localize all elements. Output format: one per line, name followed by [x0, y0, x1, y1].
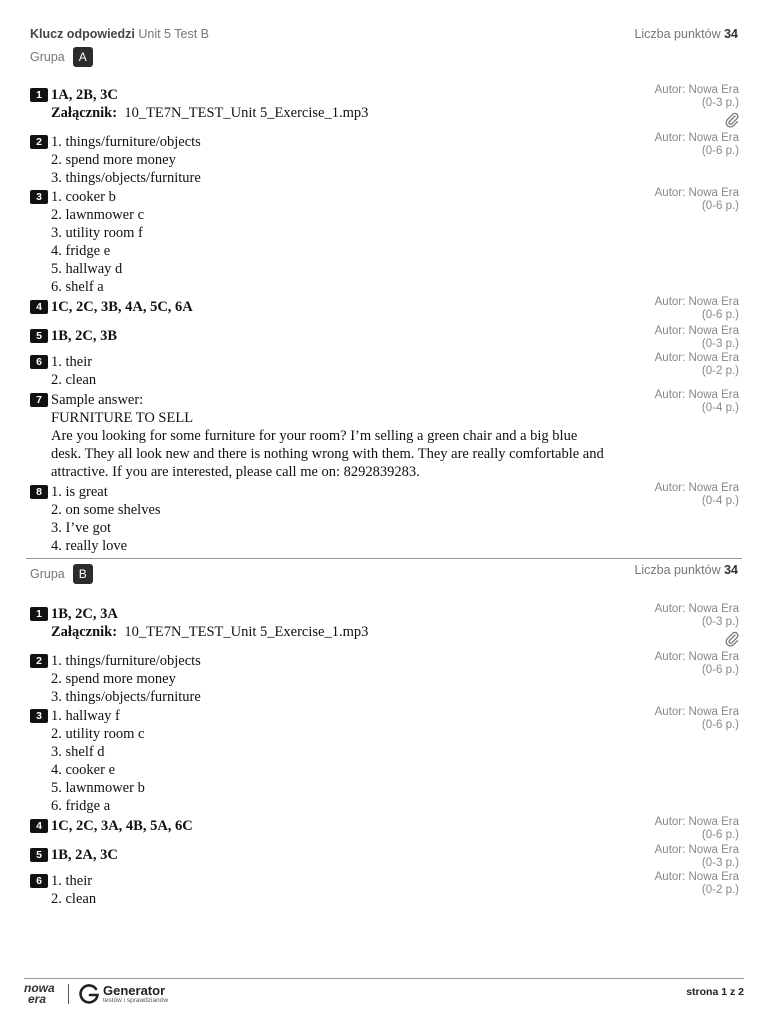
author: Autor: Nowa Era — [654, 603, 739, 615]
document-header — [30, 27, 738, 45]
group-b-header — [30, 564, 93, 584]
answer-line: 1. their — [51, 354, 93, 370]
answer-line: 4. cooker e — [51, 762, 116, 778]
question-number: 4 — [30, 300, 48, 314]
question-b1-meta — [655, 603, 739, 647]
answer-line: 1. things/furniture/objects — [51, 653, 201, 669]
question-b5 — [30, 846, 630, 864]
answer-line: 1B, 2C, 3A — [51, 606, 118, 622]
points-range: (0-2 p.) — [701, 365, 739, 377]
author: Autor: Nowa Era — [654, 296, 739, 308]
question-number: 4 — [30, 819, 48, 833]
points-range: (0-3 p.) — [701, 616, 739, 628]
attachment-label: Załącznik: — [51, 105, 118, 121]
points-value: 34 — [724, 563, 738, 577]
question-a4-meta — [655, 296, 739, 322]
question-a8-meta — [655, 482, 739, 508]
answer-line: 6. shelf a — [51, 279, 104, 295]
answer-line: 2. spend more money — [51, 152, 176, 168]
question-a6 — [30, 353, 630, 389]
author: Autor: Nowa Era — [654, 132, 739, 144]
question-a5-meta — [655, 325, 739, 351]
generator-g-icon — [78, 983, 100, 1005]
total-points — [634, 27, 738, 41]
question-number: 5 — [30, 848, 48, 862]
group-badge: A — [73, 47, 93, 67]
attachment-file[interactable]: 10_TE7N_TEST_Unit 5_Exercise_1.mp3 — [124, 105, 369, 121]
points-range: (0-3 p.) — [701, 97, 739, 109]
question-a7-meta — [655, 389, 739, 415]
answer-line: 1B, 2A, 3C — [51, 847, 118, 863]
answer-line: 4. fridge e — [51, 243, 111, 259]
answer-line: 1. cooker b — [51, 189, 116, 205]
generator-name: Generator — [103, 982, 166, 998]
points-range: (0-6 p.) — [701, 664, 739, 676]
answer-line: 3. shelf d — [51, 744, 105, 760]
answer-line: 2. spend more money — [51, 671, 176, 687]
question-b3 — [30, 707, 630, 815]
question-b2 — [30, 652, 630, 706]
answer-line: 2. lawnmower c — [51, 207, 145, 223]
document-title-bold: Klucz odpowiedzi — [30, 27, 135, 41]
answer-line: 2. on some shelves — [51, 502, 161, 518]
author: Autor: Nowa Era — [654, 706, 739, 718]
question-number: 6 — [30, 355, 48, 369]
points-range: (0-2 p.) — [701, 884, 739, 896]
logo-separator — [68, 984, 69, 1004]
attachment-line — [51, 104, 630, 122]
question-number: 2 — [30, 135, 48, 149]
points-label: Liczba punktów — [634, 563, 721, 577]
answer-line: 1. is great — [51, 484, 108, 500]
points-range: (0-6 p.) — [701, 145, 739, 157]
answer-line: 6. fridge a — [51, 798, 111, 814]
question-number: 2 — [30, 654, 48, 668]
points-range: (0-6 p.) — [701, 719, 739, 731]
group-a-header — [30, 47, 93, 67]
question-b4-meta — [655, 816, 739, 842]
author: Autor: Nowa Era — [654, 325, 739, 337]
question-a5 — [30, 327, 630, 345]
points-range: (0-3 p.) — [701, 857, 739, 869]
answer-line: 3. things/objects/furniture — [51, 689, 201, 705]
question-number: 8 — [30, 485, 48, 499]
question-a7 — [30, 391, 630, 481]
question-number: 5 — [30, 329, 48, 343]
author: Autor: Nowa Era — [654, 871, 739, 883]
answer-line: 2. utility room c — [51, 726, 145, 742]
generator-logo — [78, 981, 168, 1007]
answer-line: 1C, 2C, 3B, 4A, 5C, 6A — [51, 299, 193, 315]
author: Autor: Nowa Era — [654, 84, 739, 96]
question-a2 — [30, 133, 630, 187]
question-number: 3 — [30, 709, 48, 723]
question-number: 7 — [30, 393, 48, 407]
total-points-value: 34 — [724, 27, 738, 41]
answer-line: 5. hallway d — [51, 261, 123, 277]
question-number: 1 — [30, 607, 48, 621]
question-a6-meta — [655, 352, 739, 378]
answer-line: 1. their — [51, 873, 93, 889]
question-b5-meta — [655, 844, 739, 870]
question-a2-meta — [655, 132, 739, 158]
answer-line: 3. utility room f — [51, 225, 143, 241]
footer-divider — [24, 978, 744, 979]
attachment-line — [51, 623, 630, 641]
nowa-era-logo — [24, 983, 62, 1009]
answer-line: 1A, 2B, 3C — [51, 87, 118, 103]
author: Autor: Nowa Era — [654, 352, 739, 364]
answer-line: 4. really love — [51, 538, 128, 554]
answer-line: 2. clean — [51, 372, 97, 388]
points-range: (0-4 p.) — [701, 402, 739, 414]
points-range: (0-6 p.) — [701, 309, 739, 321]
logo-text-nowa: nowa — [24, 981, 55, 995]
question-number: 1 — [30, 88, 48, 102]
answer-paragraph: Are you looking for some furniture for your room? I’m selling a green chair and a big blue desk. They all look new and there is nothing wrong with them. They are really comfortable and attractive. If you are interested, please call me on: 8292839283. — [51, 428, 604, 480]
answer-line: 1. hallway f — [51, 708, 120, 724]
answer-line: 1. things/furniture/objects — [51, 134, 201, 150]
answer-line: FURNITURE TO SELL — [51, 410, 194, 426]
author: Autor: Nowa Era — [654, 816, 739, 828]
author: Autor: Nowa Era — [654, 651, 739, 663]
generator-subtitle: testów i sprawdzianów — [103, 996, 169, 1004]
group-divider — [26, 558, 742, 559]
author: Autor: Nowa Era — [654, 844, 739, 856]
logo-text-era: era — [28, 992, 47, 1006]
attachment-file[interactable]: 10_TE7N_TEST_Unit 5_Exercise_1.mp3 — [124, 624, 369, 640]
question-number: 6 — [30, 874, 48, 888]
group-badge: B — [73, 564, 93, 584]
question-b6-meta — [655, 871, 739, 897]
answer-line: 1C, 2C, 3A, 4B, 5A, 6C — [51, 818, 193, 834]
total-points-label: Liczba punktów — [634, 27, 721, 41]
page-number: strona 1 z 2 — [686, 986, 744, 998]
question-a8 — [30, 483, 630, 555]
question-number: 3 — [30, 190, 48, 204]
paperclip-icon[interactable] — [725, 112, 739, 128]
answer-line: 1B, 2C, 3B — [51, 328, 118, 344]
paperclip-icon[interactable] — [725, 631, 739, 647]
author: Autor: Nowa Era — [654, 482, 739, 494]
points-range: (0-4 p.) — [701, 495, 739, 507]
points-range: (0-6 p.) — [701, 829, 739, 841]
question-a3-meta — [655, 187, 739, 213]
question-b6 — [30, 872, 630, 908]
group-label: Grupa — [30, 567, 65, 581]
attachment-label: Załącznik: — [51, 624, 118, 640]
question-a3 — [30, 188, 630, 296]
question-b1 — [30, 605, 630, 641]
points-range: (0-3 p.) — [701, 338, 739, 350]
question-a1-meta — [655, 84, 739, 128]
question-a4 — [30, 298, 630, 316]
group-b-points — [634, 563, 738, 577]
answer-line: Sample answer: — [51, 392, 144, 408]
author: Autor: Nowa Era — [654, 389, 739, 401]
question-b4 — [30, 817, 630, 835]
answer-line: 3. things/objects/furniture — [51, 170, 201, 186]
answer-line: 5. lawnmower b — [51, 780, 145, 796]
document-title: Unit 5 Test B — [138, 27, 209, 41]
question-a1 — [30, 86, 630, 122]
answer-line: 3. I’ve got — [51, 520, 111, 536]
answer-line: 2. clean — [51, 891, 97, 907]
group-label: Grupa — [30, 50, 65, 64]
author: Autor: Nowa Era — [654, 187, 739, 199]
question-b3-meta — [655, 706, 739, 732]
points-range: (0-6 p.) — [701, 200, 739, 212]
question-b2-meta — [655, 651, 739, 677]
